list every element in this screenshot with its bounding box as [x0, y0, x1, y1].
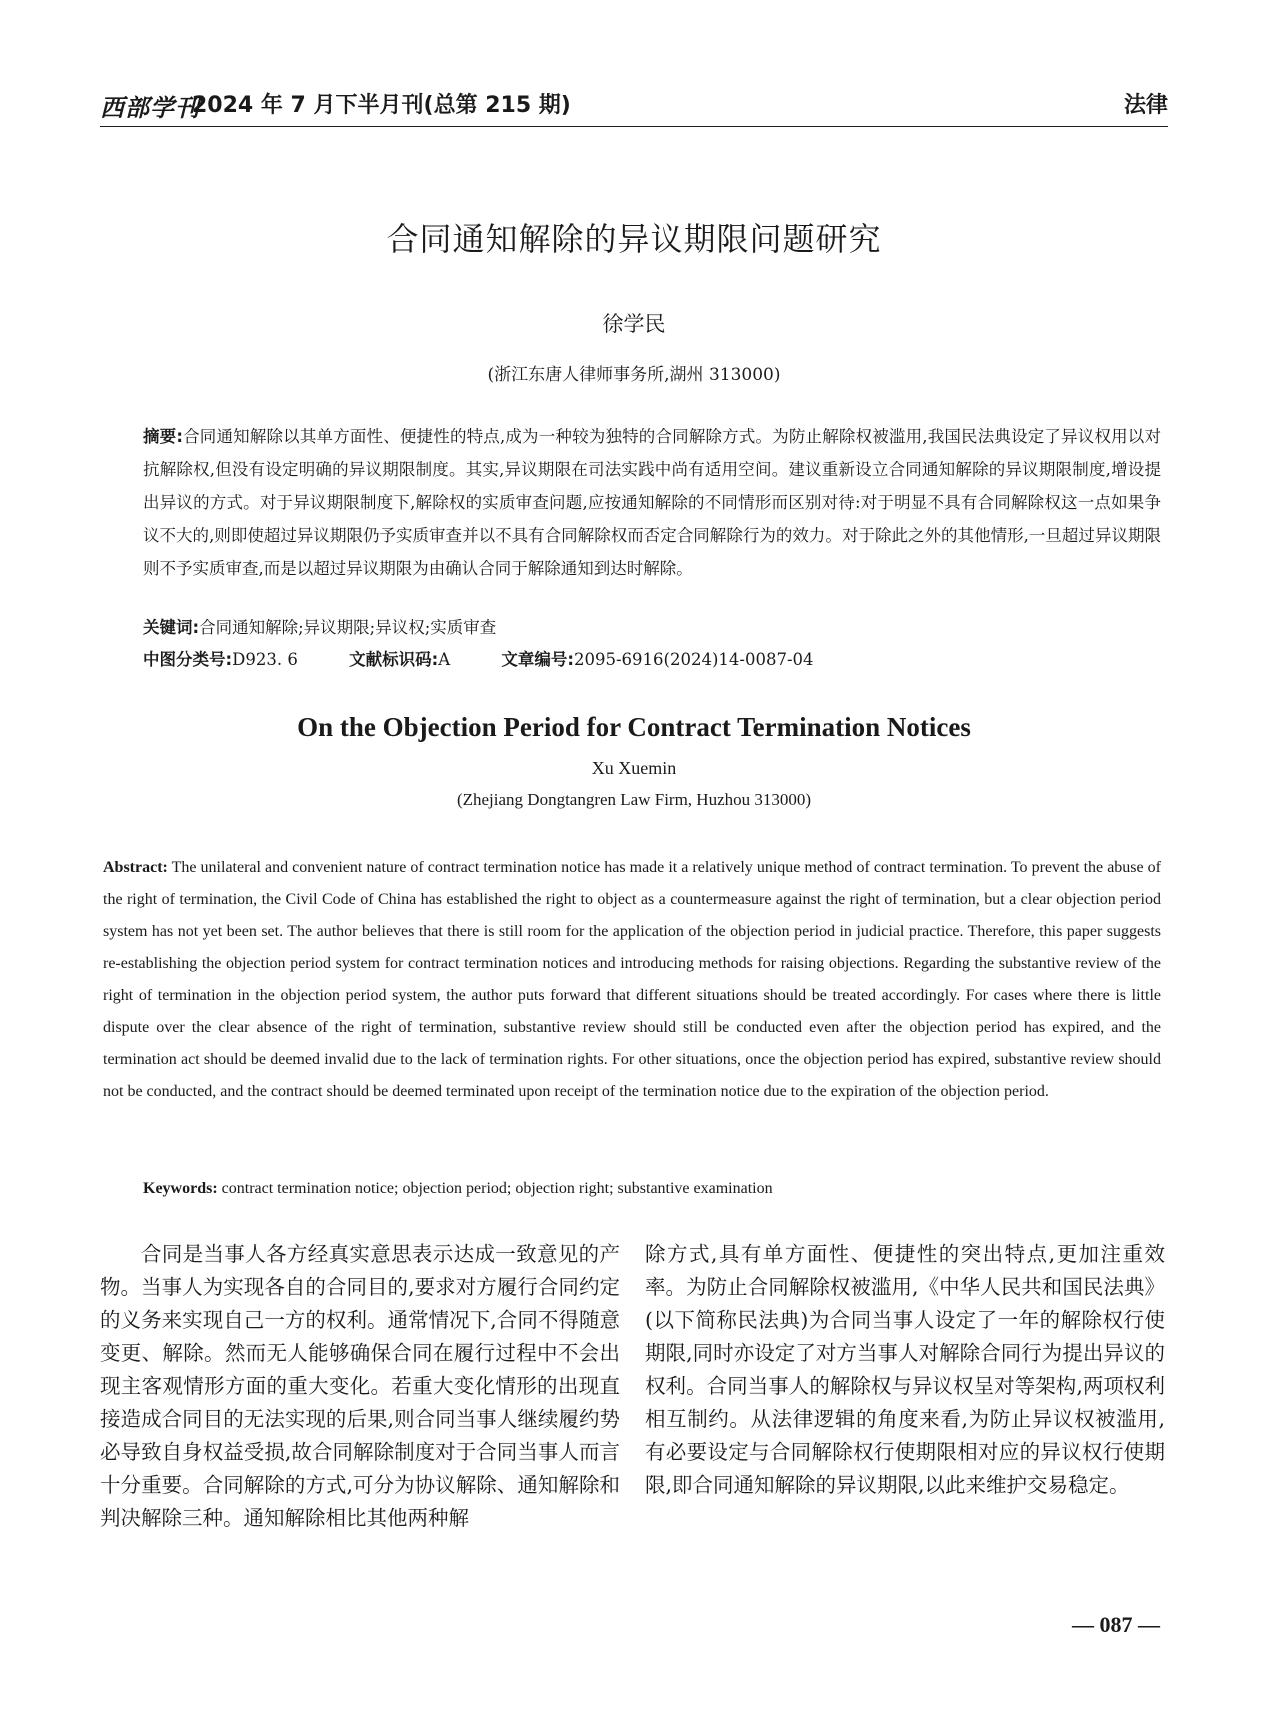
document-code-label: 文献标识码:: [349, 650, 439, 669]
chinese-affiliation: (浙江东唐人律师事务所,湖州 313000): [487, 365, 781, 385]
chinese-keywords: [143, 614, 1161, 638]
article-number: [501, 646, 813, 670]
page-header: [100, 86, 1168, 126]
classification-line: [143, 646, 1161, 670]
english-affiliation: (Zhejiang Dongtangren Law Firm, Huzhou 313000): [456, 790, 812, 809]
chinese-keywords-label: 关键词:: [143, 618, 200, 637]
chinese-author: 徐学民: [602, 312, 666, 336]
english-keywords-label: Keywords:: [143, 1180, 218, 1197]
chinese-abstract-label: 摘要:: [143, 427, 183, 446]
body-left-column: 合同是当事人各方经真实意思表示达成一致意见的产物。当事人为实现各自的合同目的,要求对方履行合同约定的义务来实现自己一方的权利。通常情况下,合同不得随意变更、解除。然而无人能够确保合同在履行过程中不会出现主客观情形方面的重大变化。若重大变化情形的出现直接造成合同目的无法实现的后果,则合同当事人继续履约势必导致自身权益受损,故合同解除制度对于合同当事人而言十分重要。合同解除的方式,可分为协议解除、通知解除和判决解除三种。通知解除相比其他两种解: [100, 1242, 620, 1530]
english-abstract: [103, 852, 1161, 1108]
english-abstract-label: Abstract:: [103, 859, 168, 876]
english-abstract-text: The unilateral and convenient nature of contract termination notice has made it a relatively unique method of contract termination. To prevent the abuse of the right of termination, the Civil Code of China has established the right to object as a countermeasure against the right of termination, but a clear objection period system has not yet been set. The author believes that there is still room for the application of the objection period in judicial practice. Therefore, this paper suggests re-establishing the objection period system for contract termination notices and introducing methods for raising objections. Regarding the substantive review of the right of termination in the objection period system, the author puts forward that different situations should be treated accordingly. For cases where there is little dispute over the clear absence of the right of termination, substantive review should still be conducted even after the objection period has expired, and the termination act should be deemed invalid due to the lack of termination rights. For other situations, once the objection period has expired, substantive review should not be conducted, and the contract should be deemed terminated upon receipt of the termination notice due to the expiration of the objection period.: [103, 859, 1161, 1100]
clc-label: 中图分类号:: [143, 650, 233, 669]
chinese-abstract: [143, 420, 1161, 585]
chinese-keywords-text: 合同通知解除;异议期限;异议权;实质审查: [199, 618, 497, 637]
journal-logo: 西部学刊: [100, 93, 200, 122]
header-divider: [100, 126, 1168, 127]
english-title: On the Objection Period for Contract Termination Notices: [297, 712, 971, 742]
issue-info: 2024 年 7 月下半月刊(总第 215 期): [192, 93, 571, 118]
page-number: — 087 —: [1072, 1612, 1160, 1637]
article-number-label: 文章编号:: [501, 650, 574, 669]
english-keywords-text: contract termination notice; objection period; objection right; substantive examination: [221, 1180, 773, 1197]
english-author: Xu Xuemin: [591, 758, 677, 778]
clc-value: D923. 6: [232, 650, 298, 669]
article-number-value: 2095-6916(2024)14-0087-04: [573, 650, 814, 669]
clc-number: [143, 646, 298, 670]
chinese-abstract-text: 合同通知解除以其单方面性、便捷性的特点,成为一种较为独特的合同解除方式。为防止解除权被滥用,我国民法典设定了异议权用以对抗解除权,但没有设定明确的异议期限制度。其实,异议期限在司法实践中尚有适用空间。建议重新设立合同通知解除的异议期限制度,增设提出异议的方式。对于异议期限制度下,解除权的实质审查问题,应按通知解除的不同情形而区别对待:对于明显不具有合同解除权这一点如果争议不大的,则即使超过异议期限仍予实质审查并以不具有合同解除权而否定合同解除行为的效力。对于除此之外的其他情形,一旦超过异议期限则不予实质审查,而是以超过异议期限为由确认合同于解除通知到达时解除。: [143, 427, 1161, 578]
document-code: [349, 646, 450, 670]
chinese-title: 合同通知解除的异议期限问题研究: [386, 220, 882, 258]
body-right-column: 除方式,具有单方面性、便捷性的突出特点,更加注重效率。为防止合同解除权被滥用,《中华人民共和国民法典》(以下简称民法典)为合同当事人设定了一年的解除权行使期限,同时亦设定了对方当事人对解除合同行为提出异议的权利。合同当事人的解除权与异议权呈对等架构,两项权利相互制约。从法律逻辑的角度来看,为防止异议权被滥用,有必要设定与合同解除权行使期限相对应的异议权行使期限,即合同通知解除的异议期限,以此来维护交易稳定。: [645, 1242, 1165, 1497]
english-keywords: [143, 1180, 1161, 1198]
section-label: 法律: [1123, 93, 1168, 118]
document-code-value: A: [438, 650, 451, 669]
